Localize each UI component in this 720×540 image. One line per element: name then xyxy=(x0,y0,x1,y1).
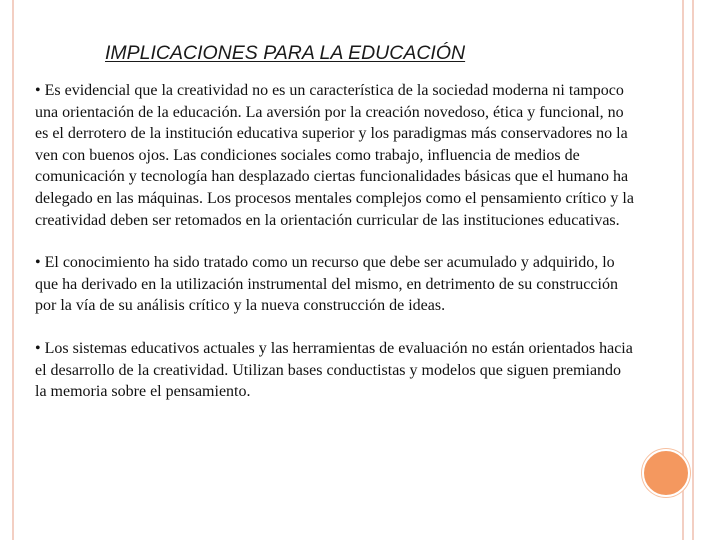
slide-body xyxy=(35,80,635,403)
bullet-paragraph-2: • El conocimiento ha sido tratado como un recurso que debe ser acumulado y adquirido, lo que ha derivado en la utilización instrumental del mismo, en detrimento de su construcción por la vía de su análisis crítico y la nueva construcción de ideas. xyxy=(35,254,618,315)
slide-title: IMPLICACIONES PARA LA EDUCACIÓN xyxy=(105,42,466,64)
bullet-paragraph-1: • Es evidencial que la creatividad no es un característica de la sociedad moderna ni tampoco una orientación de la educación. La aversión por la creación novedoso, ética y funcional, no es el derrotero de la institución educativa superior y los paradigmas más conservadores no la ven con buenos ojos. Las condiciones sociales como trabajo, influencia de medios de comunicación y tecnología han desplazado ciertas funcionalidades básicas que el humano ha delegado en las máquinas. Los procesos mentales complejos como el pensamiento crítico y la creatividad deben ser retomados en la orientación curricular de las instituciones educativas. xyxy=(35,82,634,229)
decorative-circle xyxy=(642,449,690,497)
bullet-paragraph-3: • Los sistemas educativos actuales y las herramientas de evaluación no están orientados hacia el desarrollo de la creatividad. Utilizan bases conductistas y modelos que siguen premiando la memoria sobre el pensamiento. xyxy=(35,339,633,401)
left-border-line xyxy=(12,0,14,540)
right-border-line-inner xyxy=(692,0,694,540)
